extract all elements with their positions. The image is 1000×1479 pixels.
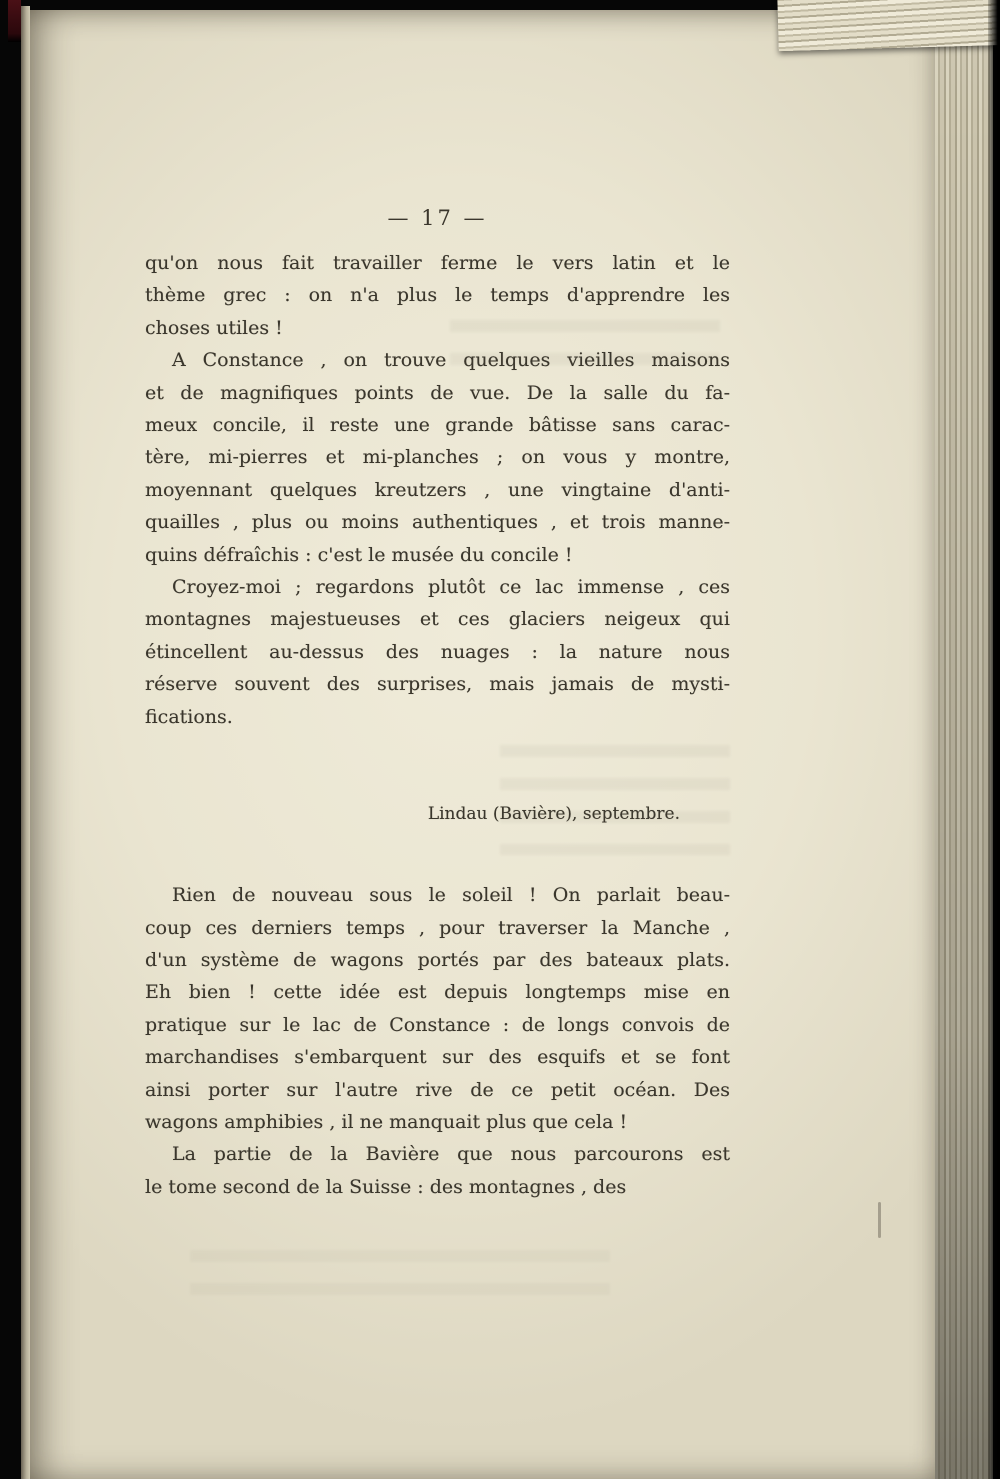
ink-bleed-through <box>500 735 730 855</box>
paragraph <box>145 571 730 733</box>
page-corners <box>777 0 1000 51</box>
text-line: ainsi porter sur l'autre rive de ce petit océan. Des <box>145 1078 730 1101</box>
text-line: choses utiles ! <box>145 316 283 339</box>
page-edges <box>935 0 993 1479</box>
text-line: La partie de la Bavière que nous parcourons est <box>172 1143 730 1166</box>
text-line: montagnes majestueuses et ces glaciers neigeux qui <box>145 608 730 631</box>
page-text <box>145 247 730 1203</box>
text-line: le tome second de la Suisse : des montagnes , des <box>145 1175 627 1198</box>
paragraph <box>145 1138 730 1203</box>
text-line: Croyez-moi ; regardons plutôt ce lac immense , ces <box>172 576 730 599</box>
text-line: tère, mi-pierres et mi-planches ; on vous y montre, <box>145 446 730 469</box>
text-line: fications. <box>145 705 233 728</box>
text-line: quins défraîchis : c'est le musée du concile ! <box>145 543 573 566</box>
text-line: étincellent au-dessus des nuages : la nature nous <box>145 640 730 663</box>
text-line: meux concile, il reste une grande bâtisse sans carac- <box>145 414 730 437</box>
text-line: pratique sur le lac de Constance : de longs convois de <box>145 1013 730 1036</box>
text-line: marchandises s'embarquent sur des esquifs et se font <box>145 1046 730 1069</box>
text-line: wagons amphibies , il ne manquait plus que cela ! <box>145 1110 628 1133</box>
ink-bleed-through <box>190 1240 610 1300</box>
text-line: et de magnifiques points de vue. De la salle du fa- <box>145 381 730 404</box>
text-line: réserve souvent des surprises, mais jamais de mysti- <box>145 673 730 696</box>
book-page <box>30 10 935 1479</box>
page-number: — 17 — <box>387 206 488 230</box>
text-line: moyennant quelques kreutzers , une vingtaine d'anti- <box>145 478 730 501</box>
text-line: quailles , plus ou moins authentiques , et trois manne- <box>145 511 730 534</box>
text-line: coup ces derniers temps , pour traverser la Manche , <box>145 916 730 939</box>
page-edges-shadow <box>988 0 1000 1479</box>
ink-bleed-through <box>450 310 720 380</box>
paragraph <box>145 879 730 1138</box>
text-line: d'un système de wagons portés par des bateaux plats. <box>145 948 730 971</box>
text-line: Eh bien ! cette idée est depuis longtemps mise en <box>145 981 730 1004</box>
text-line: thème grec : on n'a plus le temps d'apprendre les <box>145 284 730 307</box>
text-line: A Constance , on trouve quelques vieilles maisons <box>172 349 730 372</box>
text-line: qu'on nous fait travailler ferme le vers latin et le <box>145 252 730 274</box>
gutter-page-edge <box>21 6 30 1479</box>
paper-speck <box>878 1202 881 1238</box>
dateline: Lindau (Bavière), septembre. <box>427 804 680 825</box>
text-line: Rien de nouveau sous le soleil ! On parlait beau- <box>172 884 730 907</box>
spine-mark <box>8 0 21 42</box>
